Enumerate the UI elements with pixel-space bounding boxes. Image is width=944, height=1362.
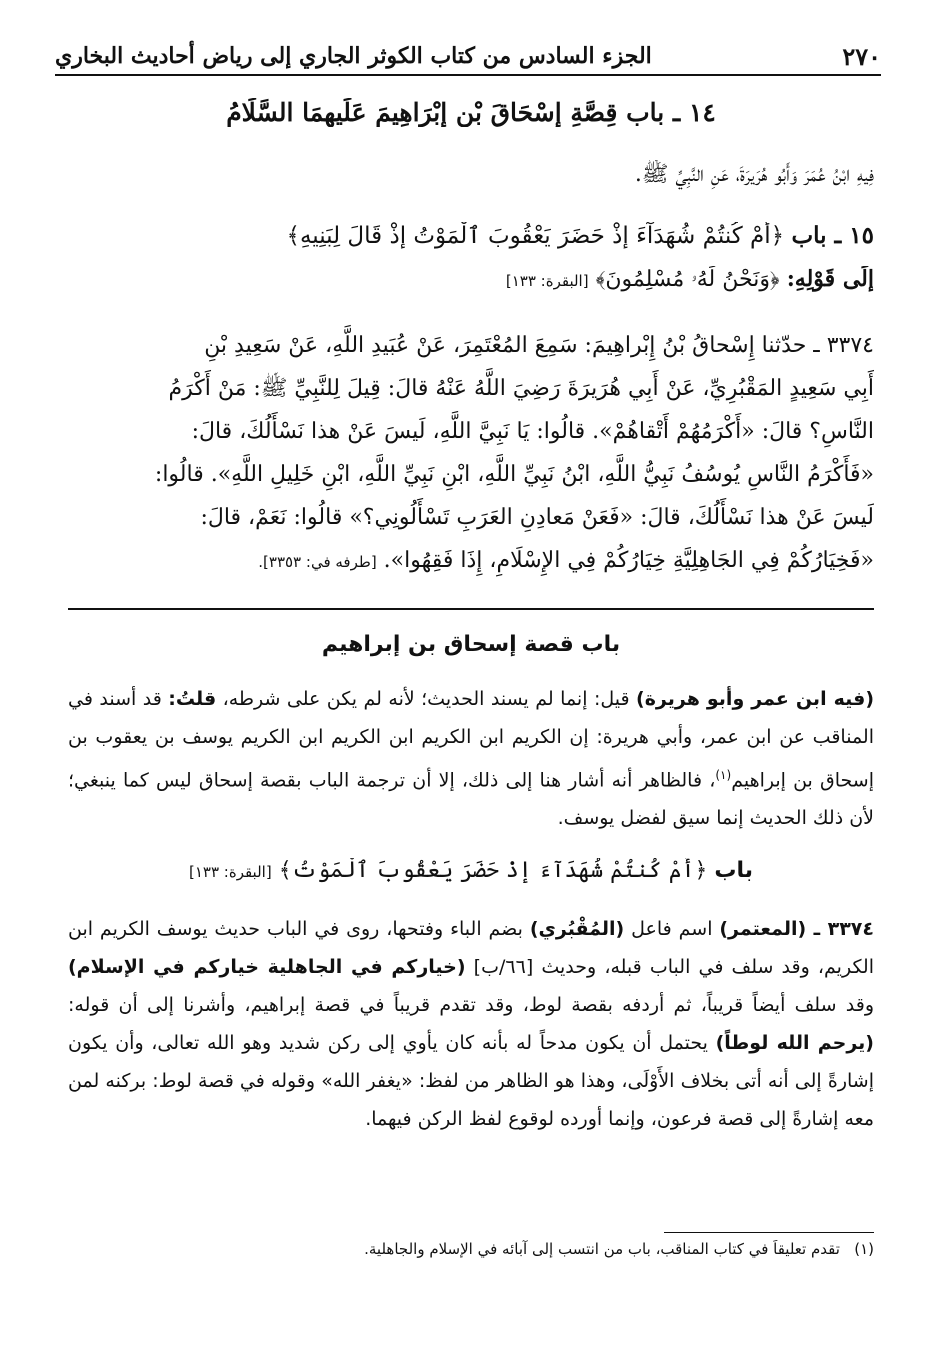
- commentary-para-2: [68, 910, 874, 1210]
- commentary-heading-1: باب قصة إسحاق بن إبراهيم: [321, 632, 621, 657]
- commentary-heading-2: [68, 858, 874, 883]
- bab15-ref: [البقرة: ١٣٣]: [505, 272, 589, 290]
- heading2-label: باب: [714, 858, 754, 883]
- footnote-text: تقدم تعليقاً في كتاب المناقب، باب من انتسب إلى آبائه في الإسلام والجاهلية.: [364, 1240, 840, 1258]
- hadith-line-6-text: «فَخِيَارُكُمْ فِي الجَاهِلِيَّةِ خِيَارُكُمْ فِي الإِسْلَامِ، إِذَا فَقِهُوا».: [383, 548, 874, 573]
- para1-text-a: قيل: إنما لم يسند الحديث؛ لأنه لم يكن على شرطه،: [216, 688, 637, 710]
- hadith-line-5: لَيسَ عَنْ هذا نَسْأَلُكَ، قالَ: «فَعَنْ مَعادِنِ العَرَبِ تَسْأَلُونِي؟» قالُوا: نَعَمْ، قالَ:: [200, 505, 874, 530]
- para1-text-b: قد أسند في المناقب عن ابن عمر، وأبي هريرة: إن الكريم ابن الكريم ابن الكريم ابن الكريم يوسف بن يعقوب بن إسحاق بن إبراهيم: [68, 688, 874, 792]
- para2-number: ٣٣٧٤ ـ: [806, 918, 874, 940]
- running-title: الجزء السادس من كتاب الكوثر الجاري إلى رياض أحاديث البخاري: [55, 43, 652, 69]
- para2-bold-4: (يرحم الله لوطاً): [715, 1032, 874, 1054]
- hadith-line-3: النَّاسِ؟ قالَ: «أَكْرَمُهُمْ أَتْقاهُمْ». قالُوا: يَا نَبِيَّ اللَّهِ، لَيسَ عَنْ هذا نَسْأَلُكَ، قالَ:: [191, 419, 874, 444]
- para2-bold-3: (خياركم في الجاهلية خياركم في الإسلام): [68, 956, 466, 978]
- page-number: ٢٧٠: [842, 41, 881, 71]
- commentary-para-1: [68, 680, 874, 836]
- page-header: [55, 38, 881, 76]
- bab15-verse: ﴿أَمْ كُنتُمْ شُهَدَآءَ إِذْ حَضَرَ يَعْقُوبَ ٱلْمَوْتُ إِذْ قَالَ لِبَنِيهِ﴾: [286, 223, 785, 249]
- footnote-marker: (١): [715, 768, 732, 782]
- hadith-line-6: [68, 539, 874, 584]
- para2-text-1: اسم فاعل: [624, 918, 720, 940]
- para1-qult: قلتُ:: [168, 688, 217, 710]
- hadith-line-1: ٣٣٧٤ ـ حدّثنا إِسْحاقُ بْنُ إِبْراهِيمَ: سَمِعَ المُعْتَمِرَ، عَنْ عُبَيدِ اللَّهِ، عَنْ سَعِيدِ بْنِ: [204, 333, 874, 358]
- para2-text-2: بضم الباء وفتحها، روى في الباب حديث يوسف الكريم ابن الكريم، وقد سلف في الباب قبله، وحديث [٦٦/ب]: [68, 918, 875, 978]
- bab14-title: ١٤ ـ باب قِصَّةِ إِسْحَاقَ بْنِ إِبْرَاهِيمَ عَلَيهِمَا السَّلَامُ: [226, 98, 716, 127]
- hadith-line-2: أَبِي سَعِيدٍ المَقْبُرِيِّ، عَنْ أَبِي هُرَيرَةَ رَضِيَ اللَّهُ عَنْهُ قالَ: قِيلَ لِلنَّبِيِّ ﷺ: مَنْ أَكْرَمُ: [168, 376, 874, 401]
- bab15-verse2: ﴿وَنَحْنُ لَهُۥ مُسْلِمُونَ﴾: [595, 267, 780, 292]
- para1-text-c: ، فالظاهر أنه أشار هنا إلى ذلك، إلا أن ترجمة الباب بقصة إسحاق ليس كما ينبغي؛ لأن ذلك الحديث إنما سيق لفضل يوسف.: [68, 769, 874, 830]
- para2-bold-1: (المعتمر): [719, 918, 807, 940]
- footnote: [68, 1240, 874, 1258]
- footnote-number: (١): [854, 1240, 874, 1258]
- footnote-rule: [664, 1232, 874, 1233]
- para2-text-3: وقد سلف أيضاً قريباً، ثم أردفه بقصة لوط، وقد تقدم قريباً في قصة إبراهيم، وأشرنا إلى أن قوله:: [68, 994, 874, 1016]
- section-divider: [68, 608, 874, 610]
- bab15-continuation: [68, 266, 874, 292]
- bab15-title: [68, 222, 874, 249]
- para2-bold-2: (المُقْبُري): [529, 918, 625, 940]
- bab15-ila: إِلَى قَوْلِهِ:: [786, 266, 874, 292]
- para1-bold: (فيه ابن عمر وأبو هريرة): [636, 688, 875, 710]
- heading2-ref: [البقرة: ١٣٣]: [188, 863, 272, 881]
- para2-text-4: يحتمل أن يكون مدحاً له بأنه كان يأوي إلى ركن شديد وهو الله تعالى، وأن يكون إشارةً إلى أنه أتى بخلاف الأَوْلَى، وهذا هو الظاهر من لفظ: «يغفر الله» وقوله في قصة لوط: بركنه لمن معه إشارةً إلى قصة فرعون، وإنما أورده لوقوع لفظ الركن فيهما.: [68, 1032, 874, 1130]
- bab14-line: فِيهِ ابْنُ عُمَرَ وَأَبُو هُرَيرَةَ، عَنِ النَّبِيِّ ﷺ.: [634, 162, 874, 187]
- bab15-label: ١٥ ـ باب: [791, 222, 874, 249]
- heading2-verse: ﴿أَمْ كُنتُمْ شُهَدَآءَ إِذْ حَضَرَ يَعْقُوبَ ٱلْمَوْتُ﴾: [278, 858, 708, 883]
- hadith-line-4: «فَأَكْرَمُ النَّاسِ يُوسُفُ نَبِيُّ اللَّهِ، ابْنُ نَبِيِّ اللَّهِ، ابْنِ نَبِيِّ اللَّهِ، ابْنِ خَلِيلِ اللَّهِ». قالُوا:: [154, 462, 874, 487]
- hadith-tarf: [طرفه في: ٣٣٥٣].: [258, 553, 377, 571]
